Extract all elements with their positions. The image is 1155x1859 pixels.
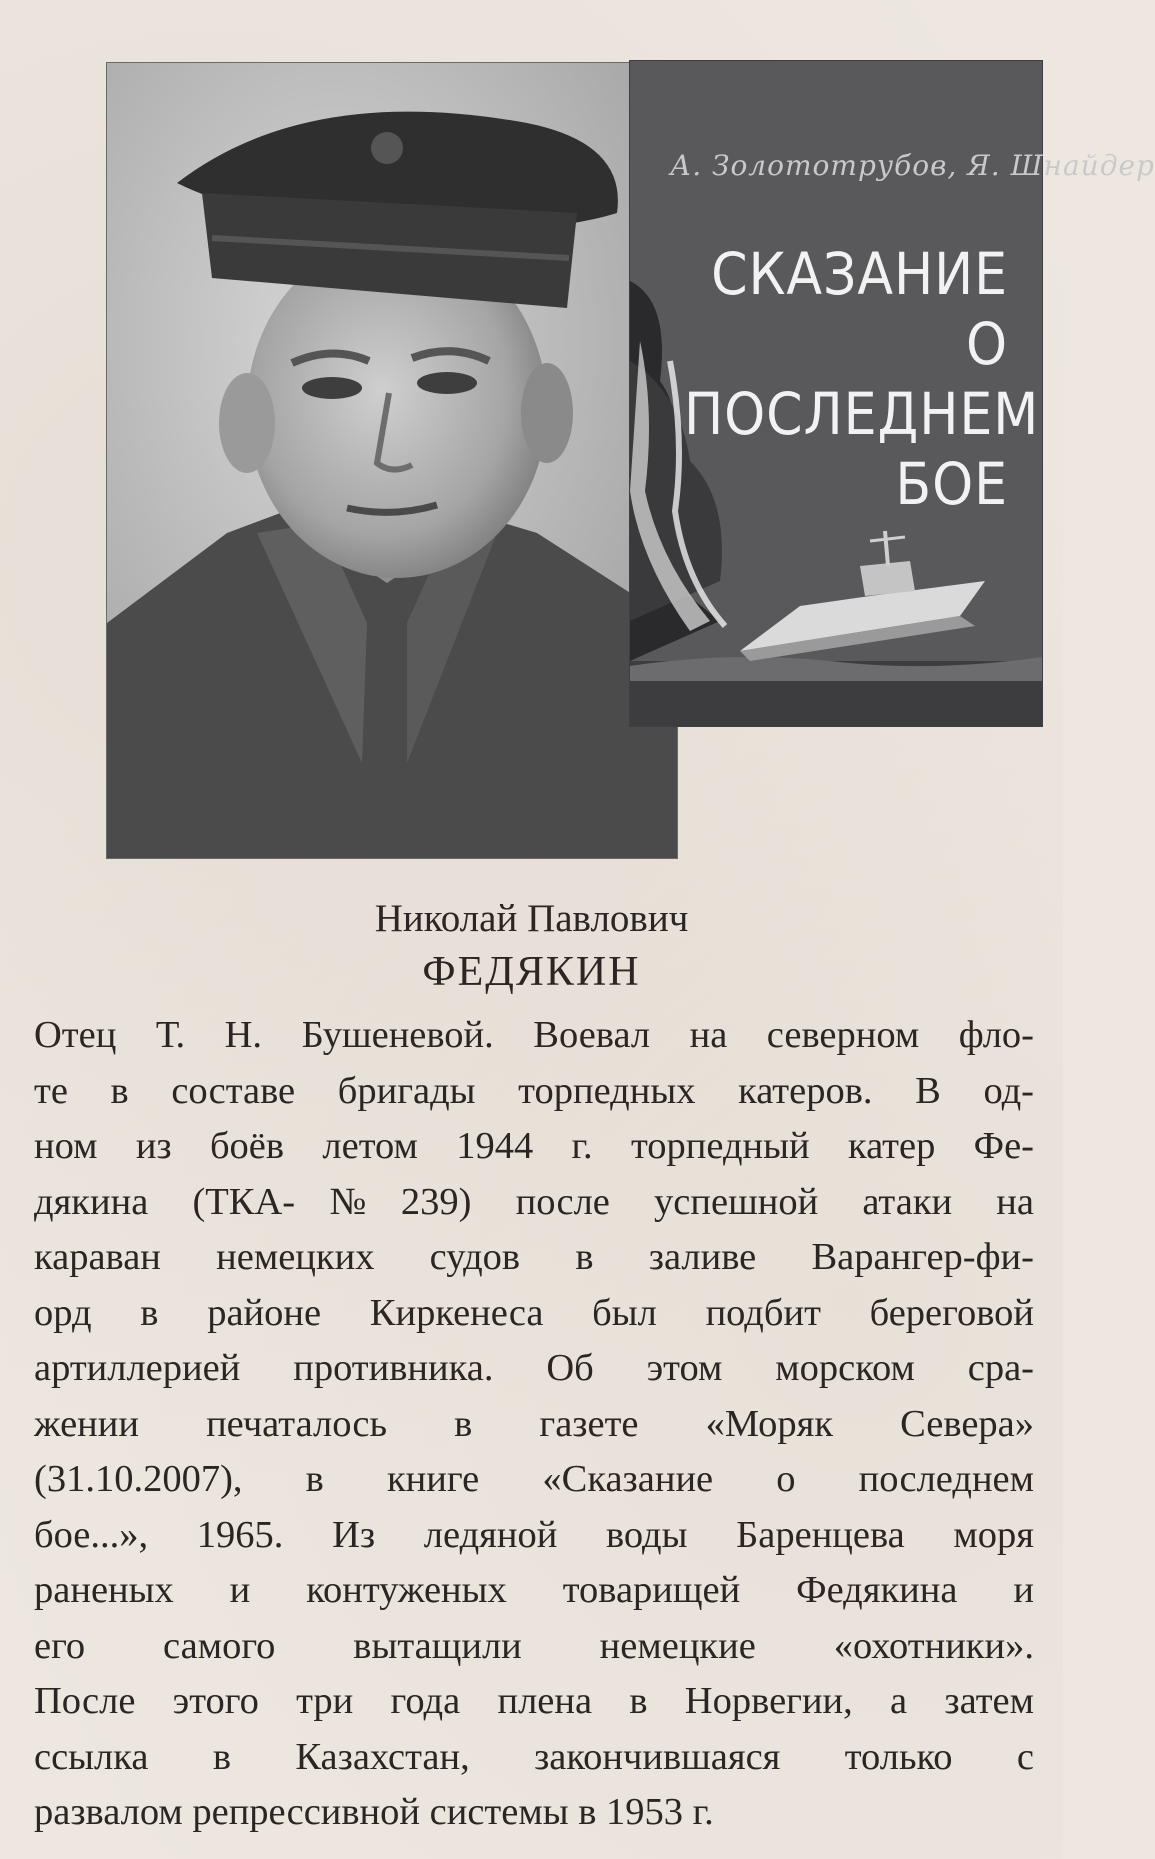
bio-line: Отец Т. Н. Бушеневой. Воевал на северном фло-: [34, 1014, 1034, 1056]
cover-title: [684, 239, 1040, 519]
portrait-photo: [106, 62, 678, 859]
bio-line: орд в районе Киркенеса был подбит береговой: [34, 1291, 1034, 1334]
bio-line: бое...», 1965. Из ледяной воды Баренцева моря: [34, 1513, 1034, 1556]
book-cover: [629, 60, 1155, 727]
bio-line: дякина (ТКА-№239) после успешной атаки на: [34, 1180, 1034, 1223]
bio-line: артиллерией противника. Об этом морском сра-: [34, 1347, 1034, 1389]
caption-name: Николай Павлович: [374, 897, 689, 940]
bio-line: жении печаталось в газете «Моряк Севера»: [34, 1402, 1034, 1445]
cover-authors: А. Золототрубов, Я. Шнайдер: [670, 149, 1155, 182]
bio-line: развалом репрессивной системы в 1953 г.: [34, 1791, 714, 1833]
cover-title-line: СКАЗАНИЕ: [711, 240, 1008, 308]
bio-line: те в составе бригады торпедных катеров. В од-: [34, 1069, 1034, 1112]
cover-title-line: БОЕ: [895, 450, 1008, 518]
bio-line: караван немецких судов в заливе Варангер-фи-: [34, 1236, 1034, 1278]
bio-line: ссылка в Казахстан, закончившаяся только с: [34, 1735, 1034, 1778]
biography-text: [34, 1008, 1034, 1841]
caption-surname: ФЕДЯКИН: [422, 949, 641, 995]
bio-line: (31.10.2007), в книге «Сказание о последнем: [34, 1458, 1034, 1500]
bio-line: его самого вытащили немецкие «охотники».: [34, 1624, 1034, 1667]
portrait-photo-art: [107, 63, 677, 858]
bio-line: После этого три года плена в Норвегии, а затем: [34, 1680, 1034, 1722]
bio-line: раненых и контуженых товарищей Федякина и: [34, 1569, 1034, 1611]
bio-line: ном из боёв летом 1944 г. торпедный катер Фе-: [34, 1125, 1034, 1167]
cover-title-line: О ПОСЛЕДНЕМ: [684, 310, 1040, 448]
